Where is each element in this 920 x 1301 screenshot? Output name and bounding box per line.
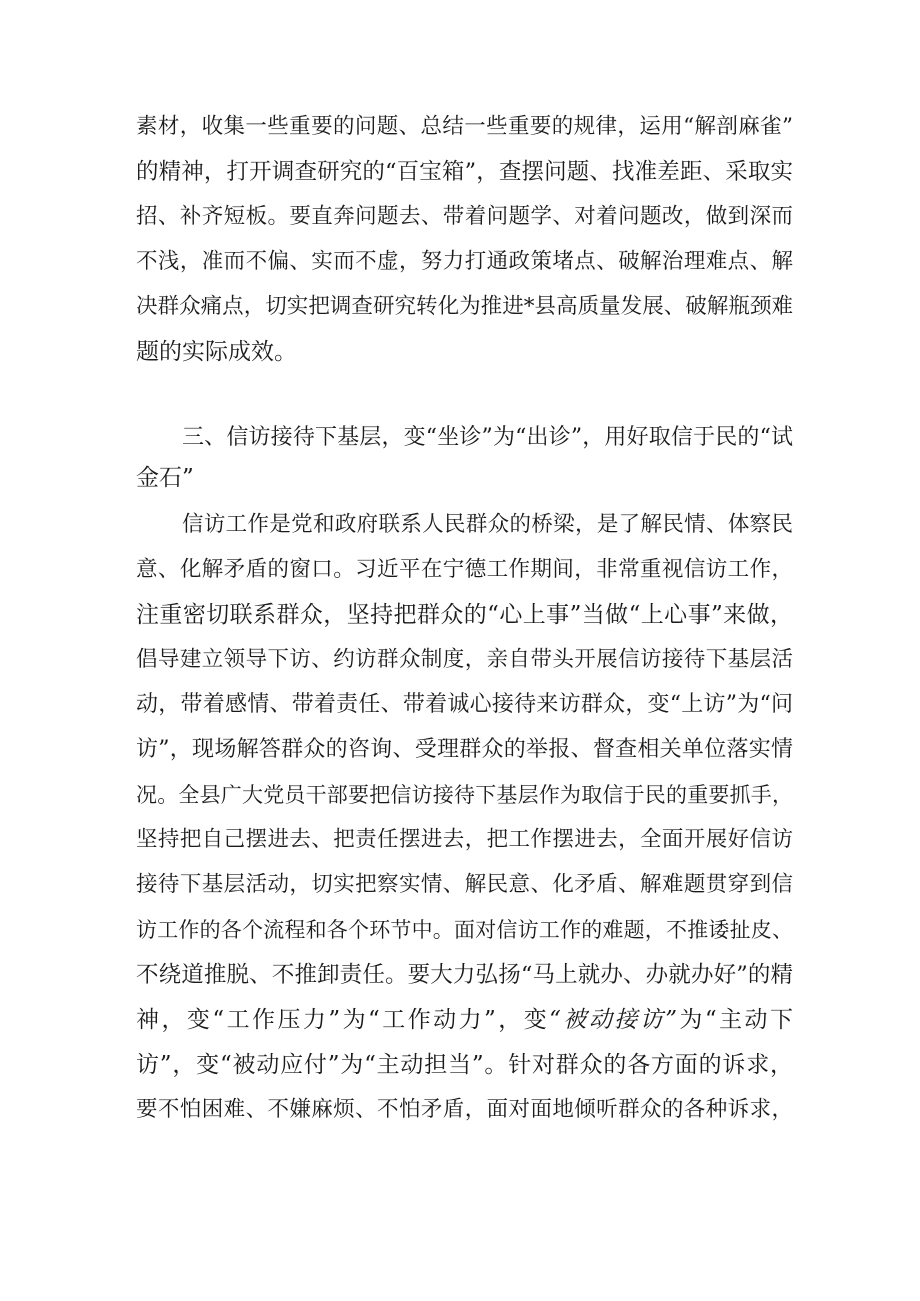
paragraph-2-line-6 bbox=[0, 730, 920, 770]
paragraph-2-line-14 bbox=[0, 1090, 920, 1130]
paragraph-2-line-4 bbox=[0, 640, 920, 680]
paragraph-2-line-3 bbox=[0, 595, 920, 635]
paragraph-1-line-6 bbox=[0, 332, 920, 372]
paragraph-1-line-4 bbox=[0, 242, 920, 282]
text-line bbox=[136, 1000, 795, 1040]
section-heading-line-2 bbox=[0, 458, 920, 498]
text-line: 不绕道推脱、不推卸责任。要大力弘扬“马上就办、办就办好”的精 bbox=[136, 962, 794, 988]
paragraph-2-line-10 bbox=[0, 910, 920, 950]
paragraph-1-line-2 bbox=[0, 152, 920, 192]
text-line: 要不怕困难、不嫌麻烦、不怕矛盾，面对面地倾听群众的各种诉求， bbox=[136, 1097, 794, 1122]
section-heading: 三、信访接待下基层，变“坐诊”为“出诊”，用好取信于民的“试 bbox=[182, 425, 794, 450]
text-segment: 为“主动下 bbox=[679, 1007, 796, 1033]
text-line: 动，带着感情、带着责任、带着诚心接待来访群众，变“上访”为“问 bbox=[136, 692, 794, 717]
text-line: 的精神，打开调查研究的“百宝箱”，查摆问题、找准差距、采取实 bbox=[136, 159, 794, 185]
section-heading: 金石” bbox=[136, 465, 194, 491]
paragraph-2-line-5 bbox=[0, 685, 920, 725]
text-line: 访”，现场解答群众的咨询、受理群众的举报、督查相关单位落实情 bbox=[136, 737, 794, 762]
text-line: 意、化解矛盾的窗口。习近平在宁德工作期间，非常重视信访工作， bbox=[136, 557, 794, 582]
paragraph-2-line-8 bbox=[0, 820, 920, 860]
paragraph-2-line-9 bbox=[0, 865, 920, 905]
paragraph-1-line-3 bbox=[0, 197, 920, 237]
paragraph-2-line-7 bbox=[0, 775, 920, 815]
paragraph-1-line-1 bbox=[0, 107, 920, 147]
text-line: 决群众痛点，切实把调查研究转化为推进*县高质量发展、破解瓶颈难 bbox=[136, 294, 794, 319]
text-line: 招、补齐短板。要直奔问题去、带着问题学、对着问题改，做到深而 bbox=[136, 204, 794, 229]
text-line: 素材，收集一些重要的问题、总结一些重要的规律，运用“解剖麻雀” bbox=[136, 114, 794, 139]
text-line: 题的实际成效。 bbox=[136, 339, 297, 365]
text-line: 不浅，准而不偏、实而不虚，努力打通政策堵点、破解治理难点、解 bbox=[136, 249, 794, 274]
text-line: 访”，变“被动应付”为“主动担当”。针对群众的各方面的诉求， bbox=[136, 1052, 794, 1078]
text-line: 访工作的各个流程和各个环节中。面对信访工作的难题，不推诿扯皮、 bbox=[136, 918, 794, 942]
text-line: 信访工作是党和政府联系人民群众的桥梁，是了解民情、体察民 bbox=[182, 512, 794, 537]
paragraph-2-line-2 bbox=[0, 550, 920, 590]
text-line: 接待下基层活动，切实把察实情、解民意、化矛盾、解难题贯穿到信 bbox=[136, 872, 794, 897]
text-line: 坚持把自己摆进去、把责任摆进去，把工作摆进去，全面开展好信访 bbox=[136, 827, 794, 852]
paragraph-1-line-5 bbox=[0, 287, 920, 327]
emphasis-text: “被动接访” bbox=[549, 1007, 680, 1033]
text-line: 注重密切联系群众，坚持把群众的“心上事”当做“上心事”来做， bbox=[136, 602, 794, 628]
section-heading-line-1 bbox=[0, 418, 920, 458]
text-segment: 神，变“工作压力”为“工作动力”，变 bbox=[136, 1007, 550, 1033]
paragraph-2-line-11 bbox=[0, 955, 920, 995]
paragraph-2-line-1 bbox=[0, 505, 920, 545]
paragraph-2-line-12 bbox=[0, 1000, 920, 1040]
text-line: 况。全县广大党员干部要把信访接待下基层作为取信于民的重要抓手， bbox=[136, 783, 794, 807]
text-line: 倡导建立领导下访、约访群众制度，亲自带头开展信访接待下基层活 bbox=[136, 647, 794, 672]
paragraph-2-line-13 bbox=[0, 1045, 920, 1085]
